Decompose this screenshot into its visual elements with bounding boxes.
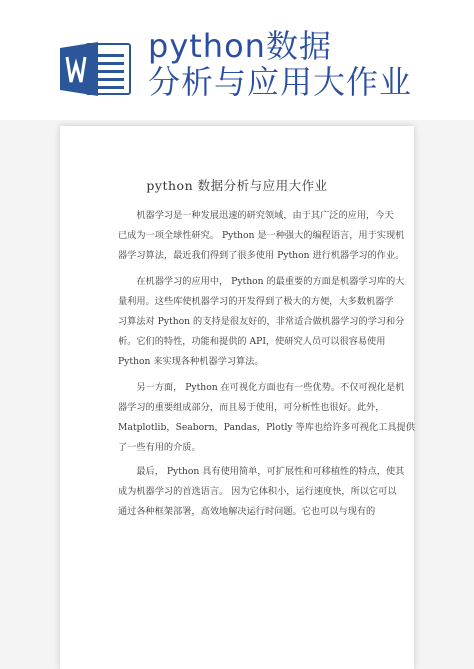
paragraph-1 [118,206,405,266]
paragraph-line: 器学习算法，最近我们得到了很多使用 Python 进行机器学习的作业。 [118,250,405,261]
word-icon [60,40,132,98]
paragraph-line: 另一方面， Python 在可视化方面也有一些优势。不仅可视化是机 [118,382,405,393]
paragraph-line: 了一些有用的介质。 [118,442,201,453]
paragraph-line: Python 来实现各种机器学习算法。 [118,356,264,367]
paragraph-line: 习算法对 Python 的支持是很友好的，非常适合做机器学习的学习和分 [118,316,405,327]
paragraph-line: Matplotlib，Seaborn，Pandas，Plotly 等库也给许多可视化工具提供 [118,422,415,433]
paragraph-2 [118,272,405,372]
paragraph-line: 析。它们的特性，功能和提供的 API，使研究人员可以很容易使用 [118,336,386,347]
paragraph-line: 通过各种框架部署，高效地解决运行时问题。它也可以与现有的 [118,506,376,517]
paragraph-line: 在机器学习的应用中， Python 的最重要的方面是机器学习库的大 [118,276,405,287]
paragraph-line: 量利用。这些库使机器学习的开发得到了极大的方便，大多数机器学 [118,296,394,307]
document-page [60,126,414,669]
paragraph-line: 器学习的重要组成部分，而且易于使用，可分析性也很好。此外， [118,402,385,413]
document-title: python 数据分析与应用大作业 [146,178,328,193]
paragraph-line: 已成为一项全球性研究。 Python 是一种强大的编程语言，用于实现机 [118,230,405,241]
header-title-line1: python数据 [148,27,332,65]
paragraph-3 [118,378,415,458]
header-title-line2: 分析与应用大作业 [148,63,413,101]
paragraph-line: 机器学习是一种发展迅速的研究领域，由于其广泛的应用，今天 [118,210,394,221]
paragraph-line: 最后， Python 具有使用简单，可扩展性和可移植性的特点，使其 [118,466,405,477]
header-banner [0,0,474,120]
paragraph-4 [118,462,405,522]
paragraph-line: 成为机器学习的首选语言。 因为它体积小，运行速度快，所以它可以 [118,486,397,497]
